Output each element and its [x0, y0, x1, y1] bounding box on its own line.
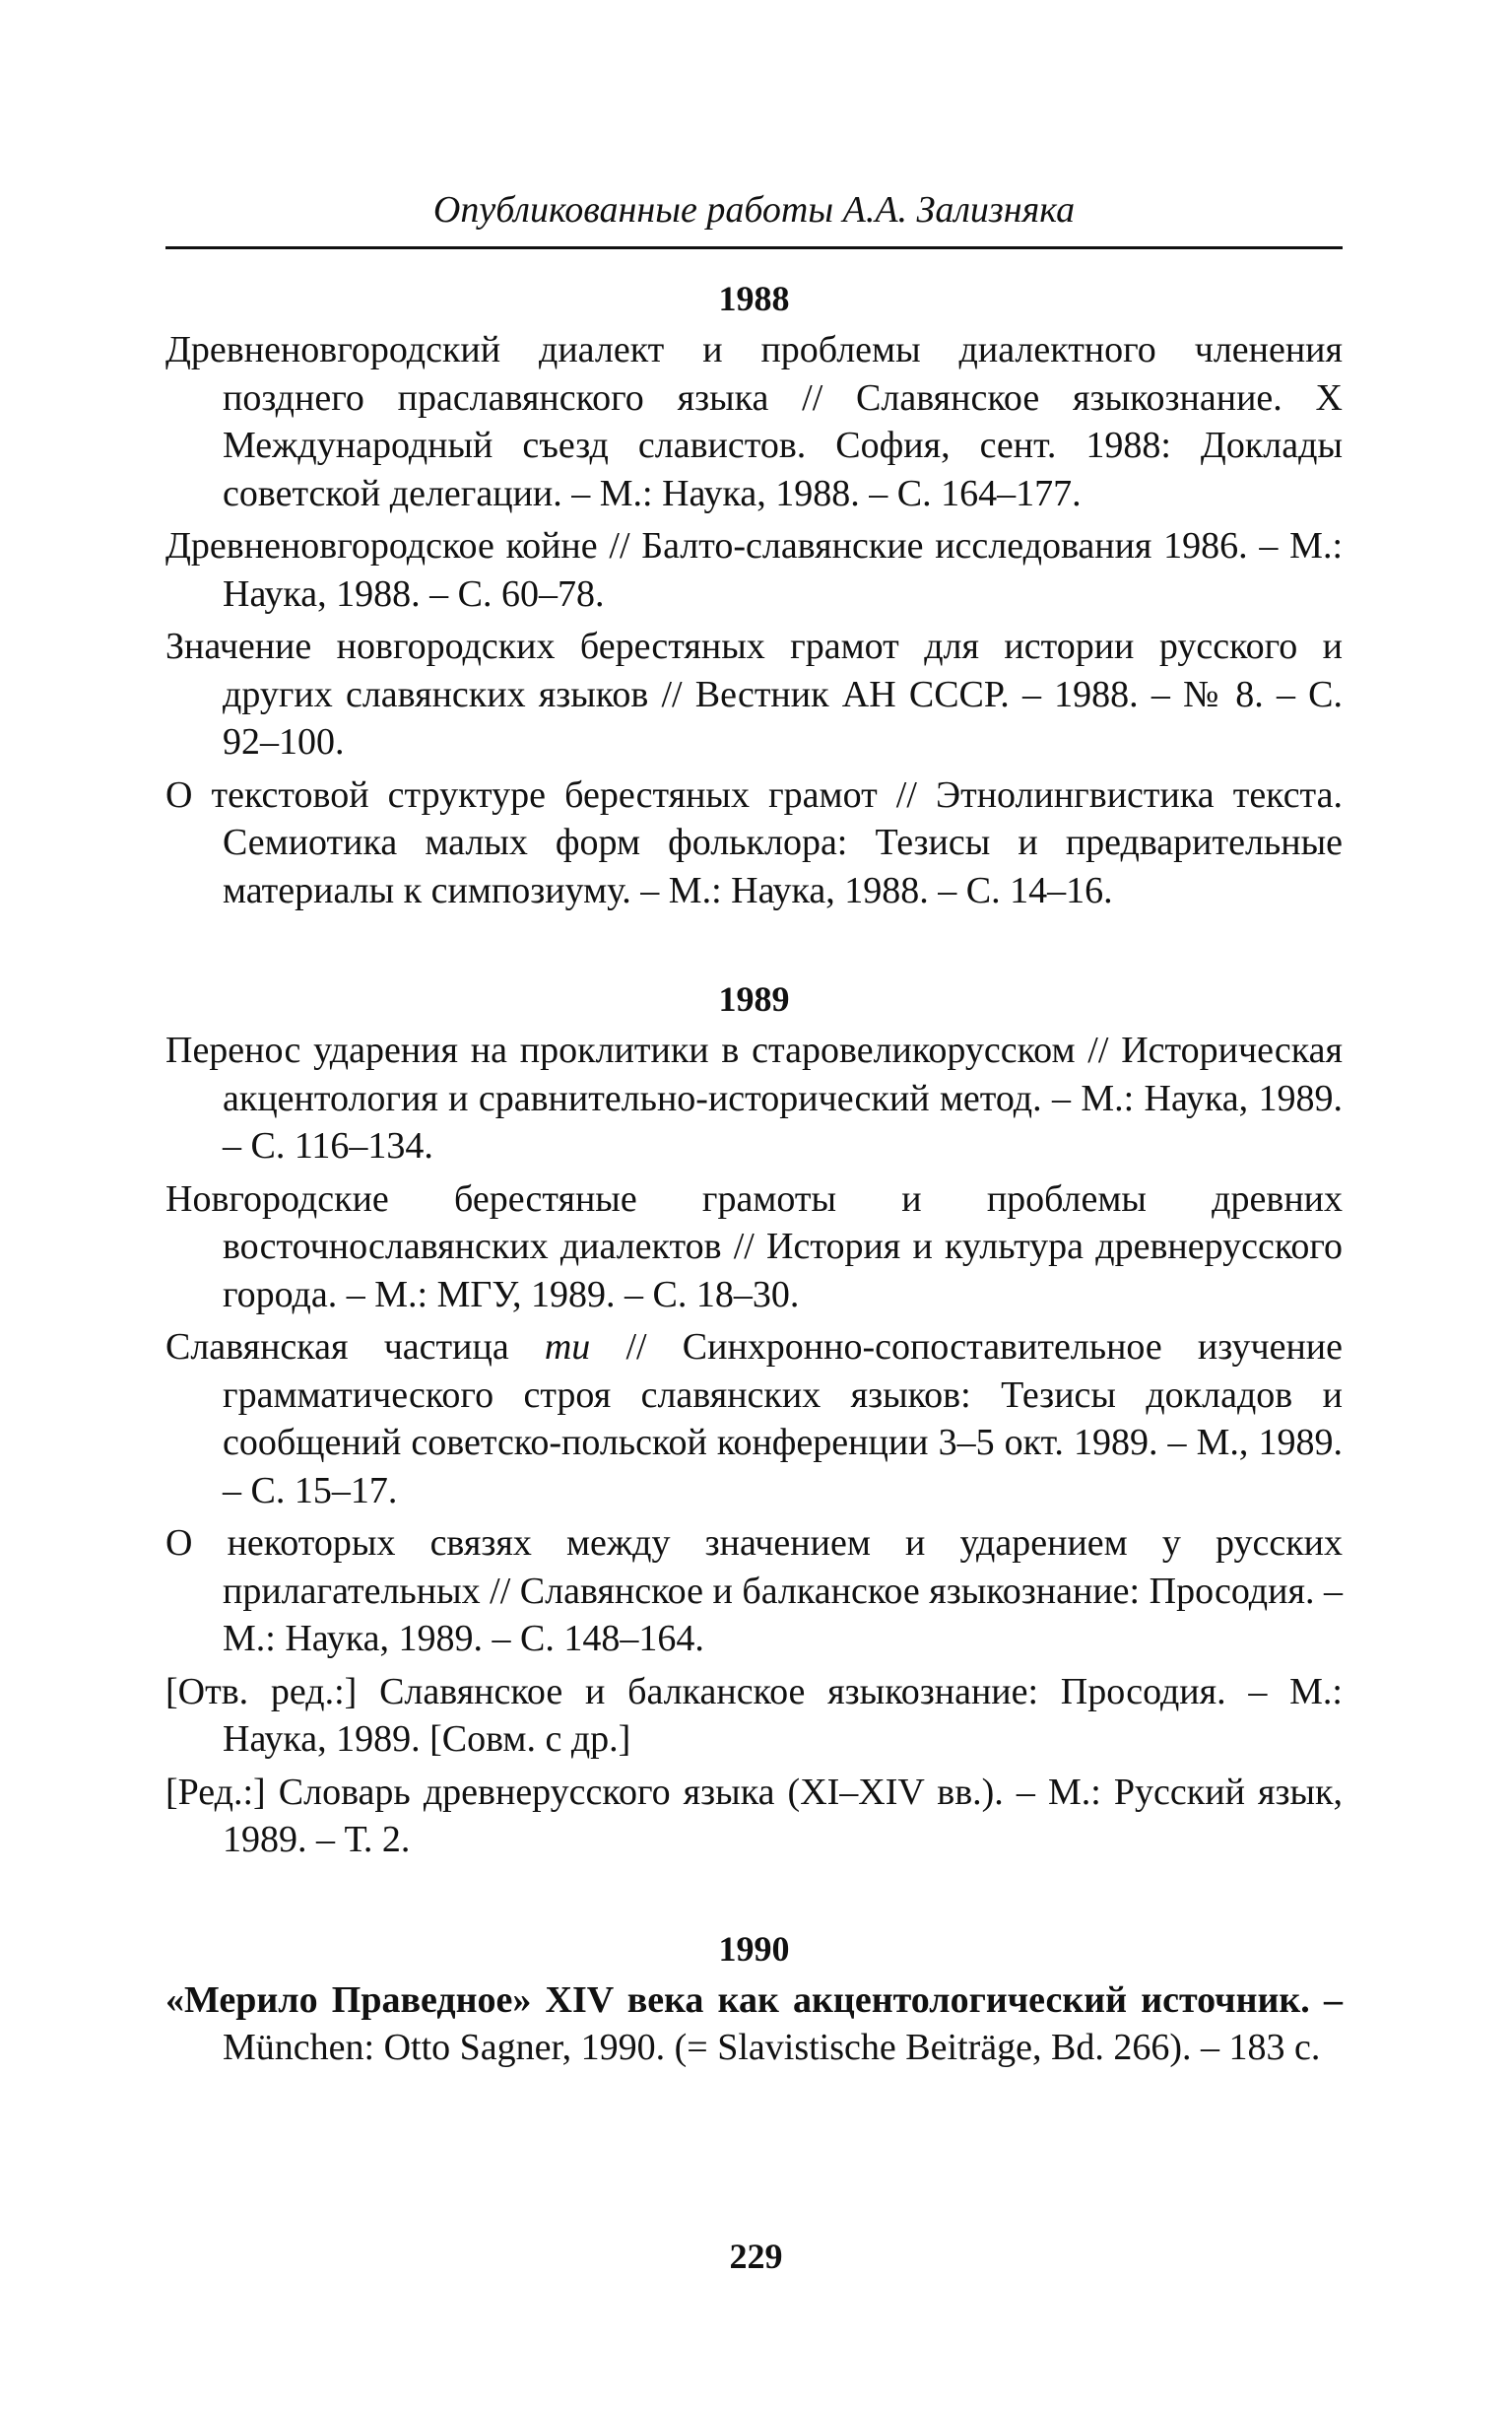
entry-italic-term: ти: [544, 1326, 591, 1368]
bibliography-entry: Перенос ударения на проклитики в старовеликорусском // Историческая акцентология и сравнительно-исторический метод. – М.: Наука, 1989. – С. 116–134.: [165, 1030, 1343, 1167]
bibliography-entry: [Отв. ред.:] Славянское и балканское языкознание: Просодия. – М.: Наука, 1989. [Совм. с др.]: [165, 1670, 1343, 1760]
entry-text-after: // Синхронно-сопоставительное изучение грамматического строя славянских языков: Тезисы докладов и сообщений советско-польской конференции 3–5 окт. 1989. – М., 1989. – С. 15–17.: [223, 1326, 1343, 1511]
bibliography-entry: [165, 1976, 1343, 2072]
page-body: [165, 187, 1343, 2077]
bibliography-entry: Древненовгородское койне // Балто-славянские исследования 1986. – М.: Наука, 1988. – С. 60–78.: [165, 525, 1343, 615]
bibliography-entry: [Ред.:] Словарь древнерусского языка (XI–XIV вв.). – М.: Русский язык, 1989. – Т. 2.: [165, 1771, 1343, 1860]
entry-bold-title: «Мерило Праведное» XIV века как акцентологический источник. –: [165, 1978, 1343, 2021]
entries-1990: [165, 1976, 1343, 2072]
entries-1988: [165, 326, 1343, 914]
bibliography-entry: Древненовгородский диалект и проблемы диалектного членения позднего праславянского языка // Славянское языкознание. X Международный съезд славистов. София, сент. 1988: Доклады советской делегации. – М.: Наука, 1988. – С. 164–177.: [165, 329, 1343, 514]
running-head: Опубликованные работы А.А. Зализняка: [165, 187, 1343, 249]
year-heading-1990: 1990: [718, 1928, 790, 1969]
entry-text-before: Славянская частица: [165, 1326, 545, 1368]
year-heading-1989: 1989: [718, 979, 790, 1019]
entries-1989: [165, 1027, 1343, 1864]
year-heading-1988: 1988: [718, 279, 790, 318]
bibliography-entry: Значение новгородских берестяных грамот для истории русского и других славянских языков // Вестник АН СССР. – 1988. – № 8. – С. 92–100.: [165, 626, 1343, 763]
bibliography-entry: Новгородские берестяные грамоты и проблемы древних восточнославянских диалектов // История и культура древнерусского города. – М.: МГУ, 1989. – С. 18–30.: [165, 1177, 1343, 1315]
bibliography-entry: [165, 1323, 1343, 1514]
page-number: 229: [729, 2237, 783, 2276]
bibliography-entry: О текстовой структуре берестяных грамот // Этнолингвистика текста. Семиотика малых форм фольклора: Тезисы и предварительные материалы к симпозиуму. – М.: Наука, 1988. – С. 14–16.: [165, 773, 1343, 911]
bibliography-entry: О некоторых связях между значением и ударением у русских прилагательных // Славянское и балканское языкознание: Просодия. – М.: Наука, 1989. – С. 148–164.: [165, 1522, 1343, 1659]
entry-text-after: München: Otto Sagner, 1990. (= Slavistische Beiträge, Bd. 266). – 183 с.: [223, 2027, 1321, 2068]
